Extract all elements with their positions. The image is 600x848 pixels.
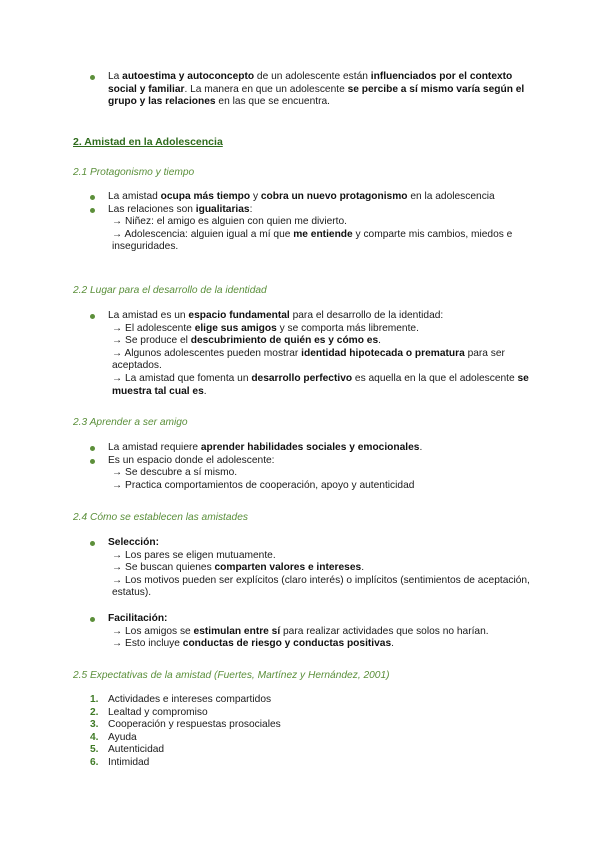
list-number: 5. <box>90 744 99 756</box>
bullet-icon <box>90 459 95 464</box>
list-number: 2. <box>90 706 99 718</box>
subsection-title-2-4: 2.4 Cómo se establecen las amistades <box>73 512 248 523</box>
list-item <box>0 732 600 745</box>
list-item: Facilitación: → Los amigos se estimulan entre sí para realizar actividades que solos no harían. → Esto incluye conductas de riesgo y conductas positivas. <box>0 613 600 651</box>
list-item: La amistad es un espacio fundamental para el desarrollo de la identidad: → El adolescente elige sus amigos y se comporta más libremente. → Se produce el descubrimiento de quién es y cómo es. → Algunos adolescentes pueden mostrar identidad hipotecada o prematura para ser aceptados. → La amistad que fomenta un desarrollo perfectivo es aquella en la que el adolescente se muestra tal cual es. <box>0 310 600 398</box>
list-item-text: Actividades e intereses compartidos <box>108 694 272 705</box>
list-item-text: Intimidad <box>108 756 150 768</box>
subsection-title-2-3: 2.3 Aprender a ser amigo <box>73 417 188 428</box>
list-item: Es un espacio donde el adolescente: → Se descubre a sí mismo. → Practica comportamientos de cooperación, apoyo y autenticidad <box>0 455 600 493</box>
section-title: 2. Amistad en la Adolescencia <box>73 136 223 148</box>
list-item: Las relaciones son igualitarias: → Niñez: el amigo es alguien con quien me divierto. → Adolescencia: alguien igual a mí que me entiende y comparte mis cambios, miedos e inseguridades. <box>0 204 600 254</box>
list-number: 1. <box>90 694 99 705</box>
list-item-text: Lealtad y compromiso <box>108 706 208 718</box>
bullet-icon <box>90 208 95 213</box>
subsection-title-2-2: 2.2 Lugar para el desarrollo de la identidad <box>73 285 267 296</box>
list-item <box>0 757 600 770</box>
list-number: 4. <box>90 731 99 743</box>
list-item: Selección: → Los pares se eligen mutuamente. → Se buscan quienes comparten valores e intereses. → Los motivos pueden ser explícitos (claro interés) o implícitos (sentimientos de aceptación, estatus). <box>0 537 600 600</box>
list-2-3 <box>0 442 600 492</box>
bullet-icon <box>90 541 95 546</box>
list-item: La amistad requiere aprender habilidades sociales y emocionales. <box>0 442 600 455</box>
list-item <box>0 719 600 732</box>
bullet-icon <box>90 75 95 80</box>
list-item-text: Autenticidad <box>108 744 165 756</box>
list-item <box>0 694 600 707</box>
subsection-title-2-1: 2.1 Protagonismo y tiempo <box>73 167 195 178</box>
list-2-2 <box>0 310 600 398</box>
list-2-4b <box>0 613 600 651</box>
list-2-4 <box>0 537 600 600</box>
list-2-1 <box>0 191 600 254</box>
bullet-icon <box>90 314 95 319</box>
list-item-text: Ayuda <box>108 731 137 743</box>
list-number: 6. <box>90 756 99 768</box>
subsection-title-2-5: 2.5 Expectativas de la amistad (Fuertes, Martínez y Hernández, 2001) <box>73 670 390 681</box>
list-item <box>0 744 600 757</box>
intro-bullet <box>0 71 600 109</box>
list-number: 3. <box>90 719 99 731</box>
intro-text: La autoestima y autoconcepto de un adolescente están influenciados por el contexto social y familiar. La manera en que un adolescente se percibe a sí mismo varía según el grupo y las relaciones en las que se encuentra. <box>108 71 525 108</box>
list-item <box>0 707 600 720</box>
list-2-5 <box>0 694 600 770</box>
bullet-icon <box>90 617 95 622</box>
list-item: La amistad ocupa más tiempo y cobra un nuevo protagonismo en la adolescencia <box>0 191 600 204</box>
bullet-icon <box>90 446 95 451</box>
bullet-icon <box>90 195 95 200</box>
list-item-text: Cooperación y respuestas prosociales <box>108 719 281 731</box>
